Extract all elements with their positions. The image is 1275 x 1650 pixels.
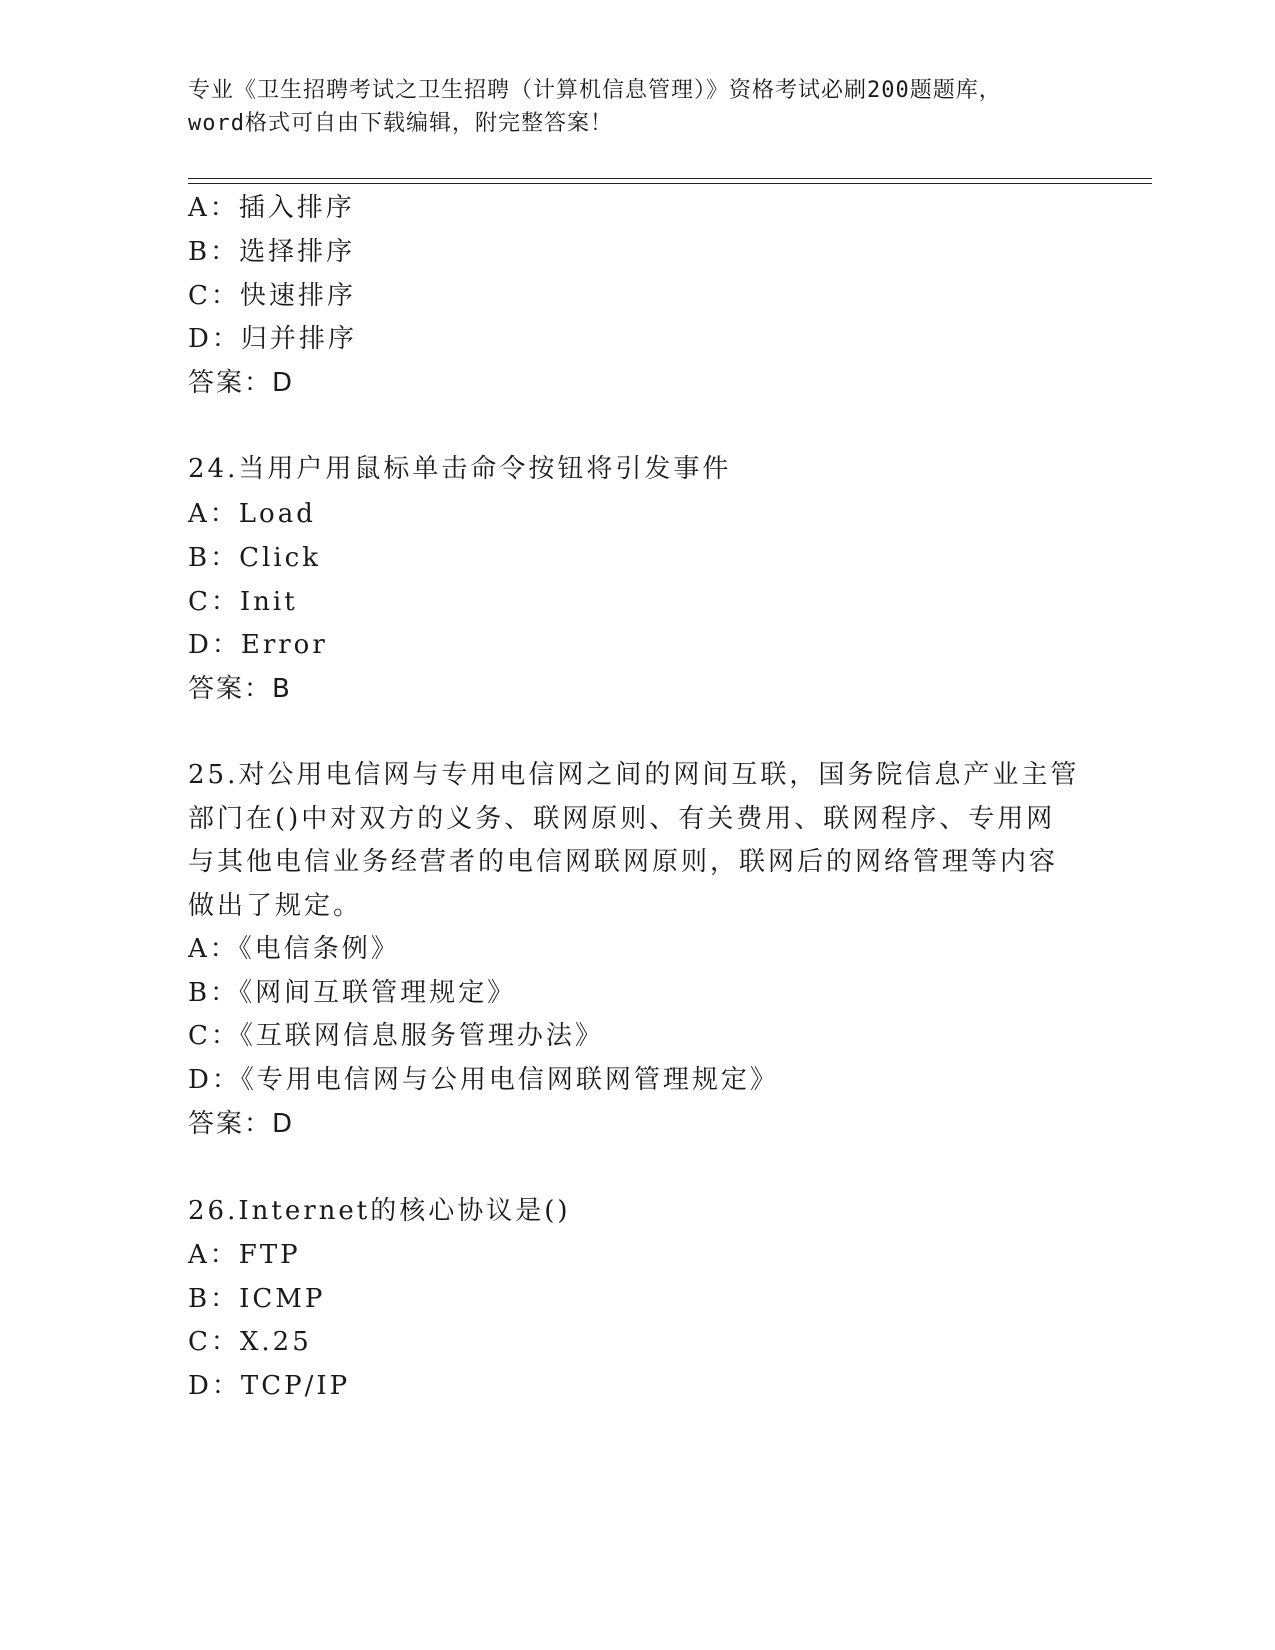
option-b: B：ICMP <box>188 1284 326 1314</box>
option-c: C：快速排序 <box>188 281 356 311</box>
header-divider-bottom <box>188 183 1152 184</box>
question-stem: 26.Internet的核心协议是() <box>188 1196 571 1226</box>
option-c: C：《互联网信息服务管理办法》 <box>188 1021 604 1051</box>
question-stem-line-2: 部门在()中对双方的义务、联网原则、有关费用、联网程序、专用网 <box>188 804 1056 834</box>
answer: 答案：D <box>188 1109 295 1139</box>
option-b: B：《网间互联管理规定》 <box>188 978 517 1008</box>
header-divider-top <box>188 178 1152 179</box>
question-stem-line-4: 做出了规定。 <box>188 891 363 921</box>
option-a: A：FTP <box>188 1240 301 1270</box>
document-header <box>188 74 1068 140</box>
question-stem-line-3: 与其他电信业务经营者的电信网联网原则，联网后的网络管理等内容 <box>188 847 1059 877</box>
header-line-1: 专业《卫生招聘考试之卫生招聘（计算机信息管理）》资格考试必刷200题题库， <box>188 78 1002 103</box>
answer: 答案：B <box>188 674 292 704</box>
option-a: A：《电信条例》 <box>188 934 400 964</box>
option-c: C：Init <box>188 587 298 617</box>
option-d: D：《专用电信网与公用电信网联网管理规定》 <box>188 1065 779 1095</box>
question-stem: 24.当用户用鼠标单击命令按钮将引发事件 <box>188 454 732 484</box>
option-b: B：Click <box>188 543 321 573</box>
option-d: D：归并排序 <box>188 324 357 354</box>
option-c: C：X.25 <box>188 1327 312 1357</box>
option-a: A：Load <box>188 499 316 529</box>
answer: 答案：D <box>188 368 295 398</box>
option-b: B：选择排序 <box>188 237 356 267</box>
option-d: D：TCP/IP <box>188 1371 351 1401</box>
header-line-2: word格式可自由下载编辑，附完整答案！ <box>188 111 613 136</box>
question-stem-line-1: 25.对公用电信网与专用电信网之间的网间互联，国务院信息产业主管 <box>188 760 1080 790</box>
option-d: D：Error <box>188 630 328 660</box>
option-a: A：插入排序 <box>188 193 355 223</box>
